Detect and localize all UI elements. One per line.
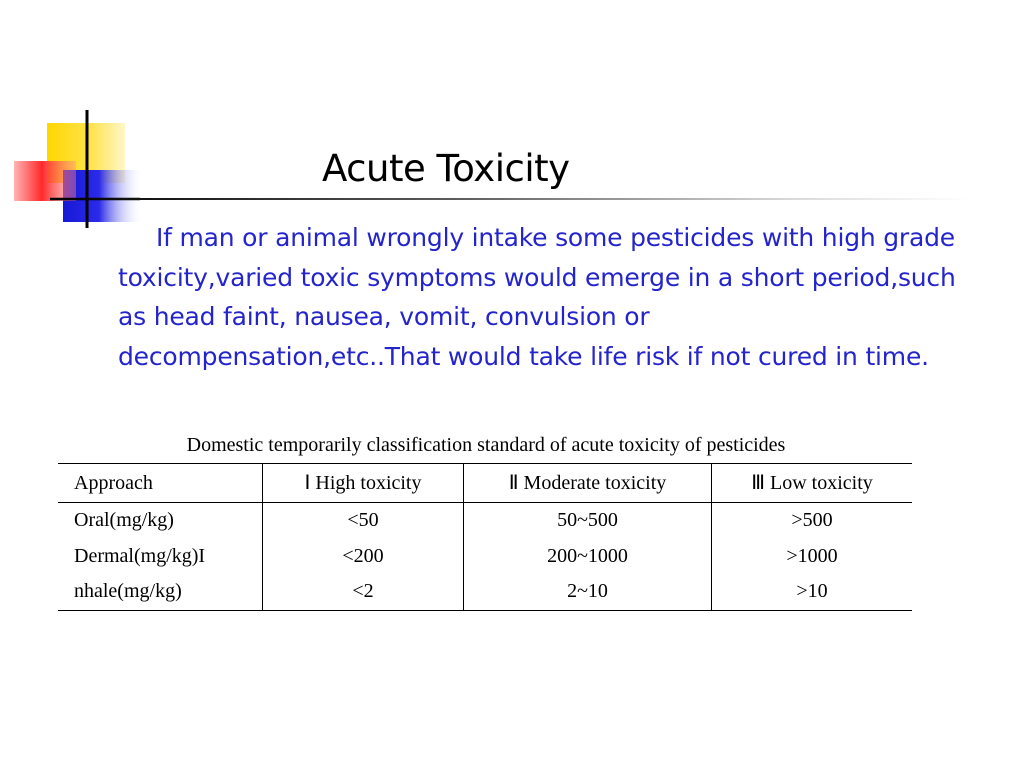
cell-approach: nhale(mg/kg) bbox=[74, 580, 182, 602]
table-row bbox=[58, 574, 912, 610]
cell-approach: Dermal(mg/kg)I bbox=[74, 544, 206, 567]
red-block bbox=[14, 161, 76, 201]
table-caption: Domestic temporarily classification standard of acute toxicity of pesticides bbox=[186, 434, 786, 456]
cell-high: <2 bbox=[263, 574, 464, 610]
cell-high: <200 bbox=[263, 539, 464, 575]
table-header-row bbox=[58, 464, 912, 503]
cell-approach: Oral(mg/kg) bbox=[74, 509, 174, 531]
table-row bbox=[58, 539, 912, 575]
header-low-toxicity: Ⅲ Low toxicity bbox=[712, 464, 913, 503]
cell-high: <50 bbox=[263, 503, 464, 539]
table-row bbox=[58, 503, 912, 539]
cell-low: >10 bbox=[712, 574, 913, 610]
header-moderate-toxicity: Ⅱ Moderate toxicity bbox=[464, 464, 712, 503]
header-approach: Approach bbox=[74, 472, 153, 494]
cell-moderate: 2~10 bbox=[464, 574, 712, 610]
slide-title: Acute Toxicity bbox=[322, 147, 570, 190]
header-high-toxicity: Ⅰ High toxicity bbox=[263, 464, 464, 503]
cell-low: >500 bbox=[712, 503, 913, 539]
cell-low: >1000 bbox=[712, 539, 913, 575]
cell-moderate: 50~500 bbox=[464, 503, 712, 539]
corner-decoration-graphic bbox=[0, 0, 160, 240]
title-underline bbox=[60, 198, 970, 200]
cell-moderate: 200~1000 bbox=[464, 539, 712, 575]
toxicity-table bbox=[58, 463, 912, 611]
body-paragraph: If man or animal wrongly intake some pesticides with high grade toxicity,varied toxic symptoms would emerge in a short period,such as head faint, nausea, vomit, convulsion or decompensation,etc..That would take life risk if not cured in time. bbox=[118, 223, 956, 371]
